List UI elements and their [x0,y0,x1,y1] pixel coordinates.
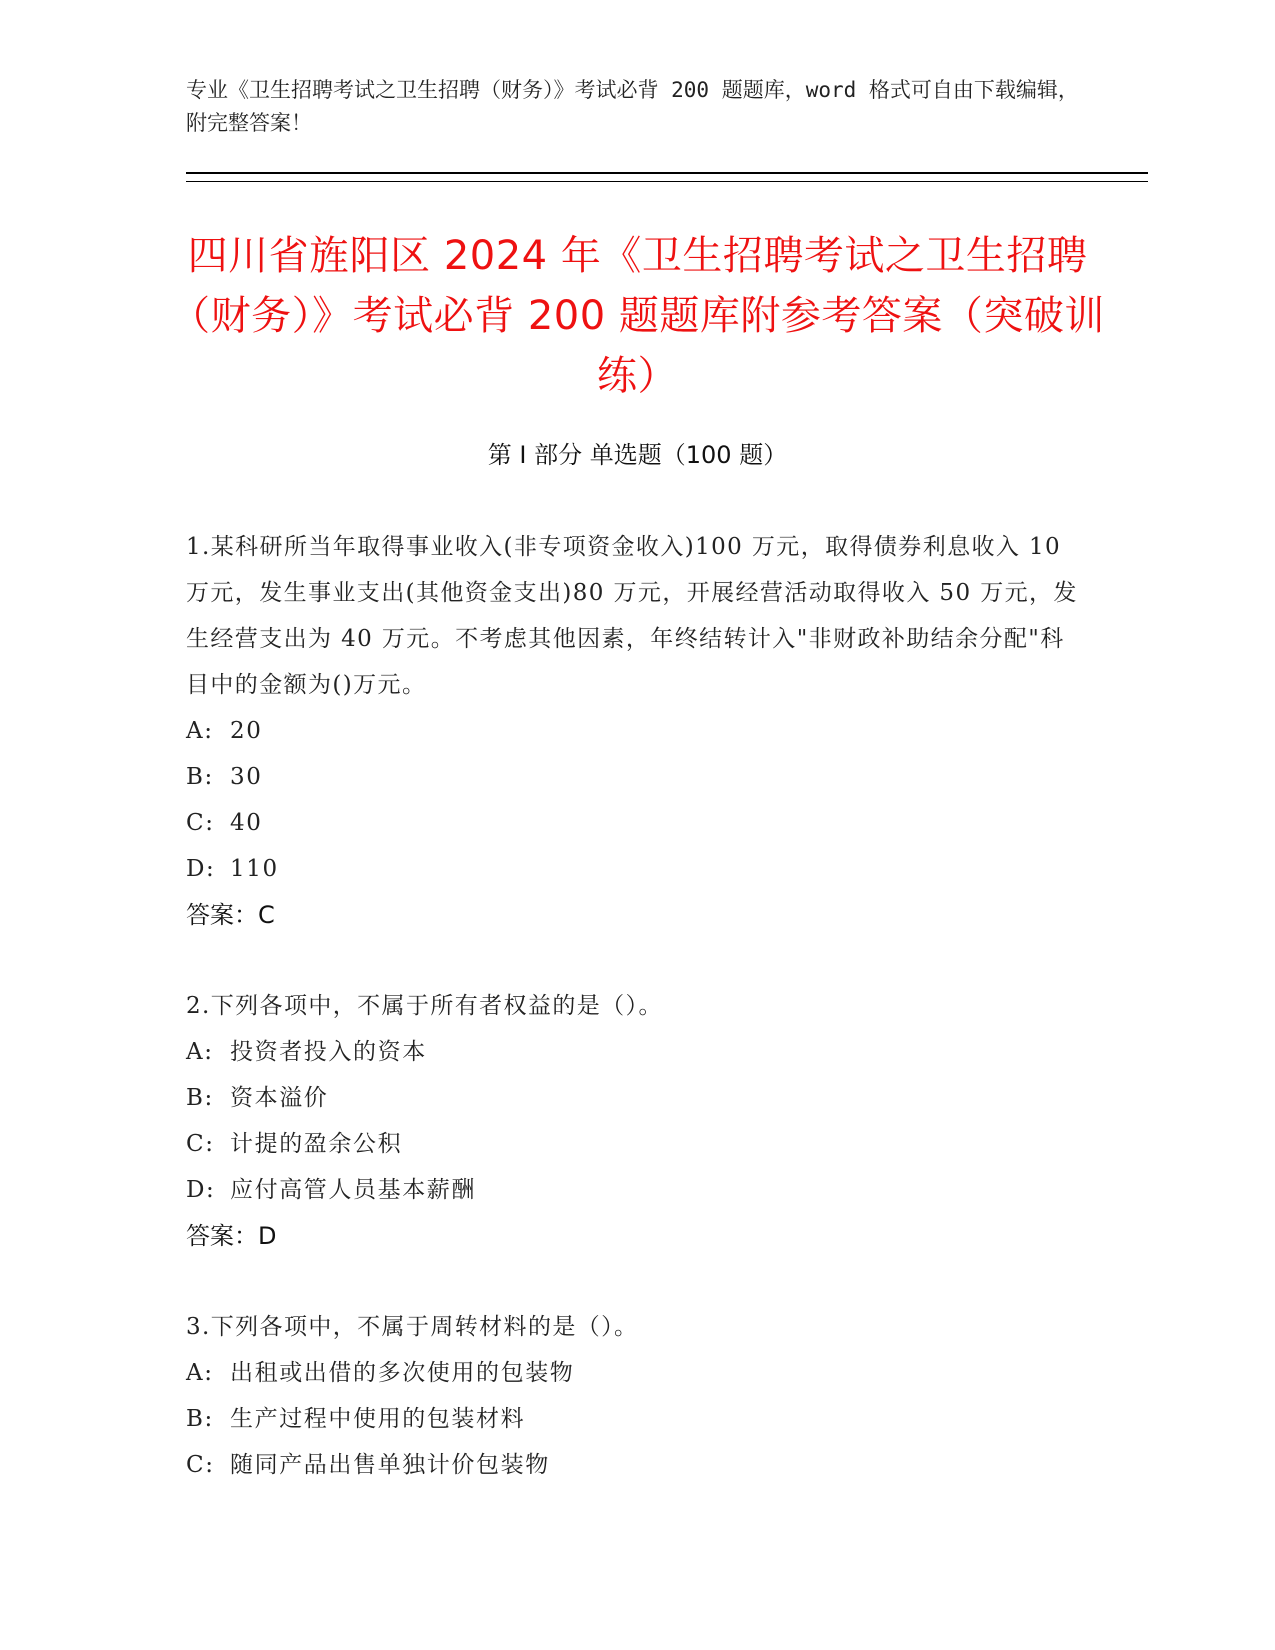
option-value: 出租或出借的多次使用的包装物 [230,1360,575,1386]
header-note: 专业《卫生招聘考试之卫生招聘（财务）》考试必背 200 题题库，word 格式可自由下载编辑，附完整答案！ [186,78,1079,135]
header-divider-thick [186,172,1148,174]
question-1 [186,524,1086,938]
option-value: 应付高管人员基本薪酬 [230,1177,476,1203]
option-value: 20 [230,718,263,744]
header-divider-thin [186,181,1148,182]
option-a [186,1029,1086,1075]
option-b [186,1075,1086,1121]
question-3 [186,1304,1086,1488]
option-key: C: [186,1452,215,1478]
option-key: C: [186,1131,215,1157]
question-text: 2.下列各项中，不属于所有者权益的是（）。 [186,993,663,1019]
question-text: 1.某科研所当年取得事业收入(非专项资金收入)100 万元，取得债券利息收入 10 万元，发生事业支出(其他资金支出)80 万元，开展经营活动取得收入 50 万元，发生经营支出为 40 万元。不考虑其他因素，年终结转计入"非财政补助结余分配"科目中的金额为()万元。 [186,534,1078,698]
option-key: B: [186,1406,214,1432]
option-value: 生产过程中使用的包装材料 [230,1406,526,1432]
option-key: A: [186,1360,214,1386]
option-key: A: [186,718,214,744]
question-list [186,524,1086,1533]
option-d [186,1167,1086,1213]
document-title: 四川省旌阳区 2024 年《卫生招聘考试之卫生招聘（财务）》考试必背 200 题题库附参考答案（突破训练） [170,233,1105,399]
option-c [186,800,1086,846]
option-value: 资本溢价 [230,1085,329,1111]
option-d [186,846,1086,892]
option-key: B: [186,1085,214,1111]
option-value: 计提的盈余公积 [230,1131,403,1157]
option-value: 40 [230,810,263,836]
option-value: 随同产品出售单独计价包装物 [230,1452,550,1478]
option-key: C: [186,810,215,836]
option-a [186,708,1086,754]
option-b [186,1396,1086,1442]
option-key: A: [186,1039,214,1065]
section-title: 第 I 部分 单选题（100 题） [487,441,788,469]
option-value: 投资者投入的资本 [230,1039,427,1065]
option-b [186,754,1086,800]
option-c [186,1442,1086,1488]
answer-line: 答案：C [186,901,275,929]
option-value: 110 [230,856,279,882]
question-2 [186,983,1086,1259]
option-key: D: [186,856,216,882]
option-a [186,1350,1086,1396]
option-key: D: [186,1177,216,1203]
option-value: 30 [230,764,263,790]
question-text: 3.下列各项中，不属于周转材料的是（）。 [186,1314,639,1340]
answer-line: 答案：D [186,1222,277,1250]
option-c [186,1121,1086,1167]
option-key: B: [186,764,214,790]
